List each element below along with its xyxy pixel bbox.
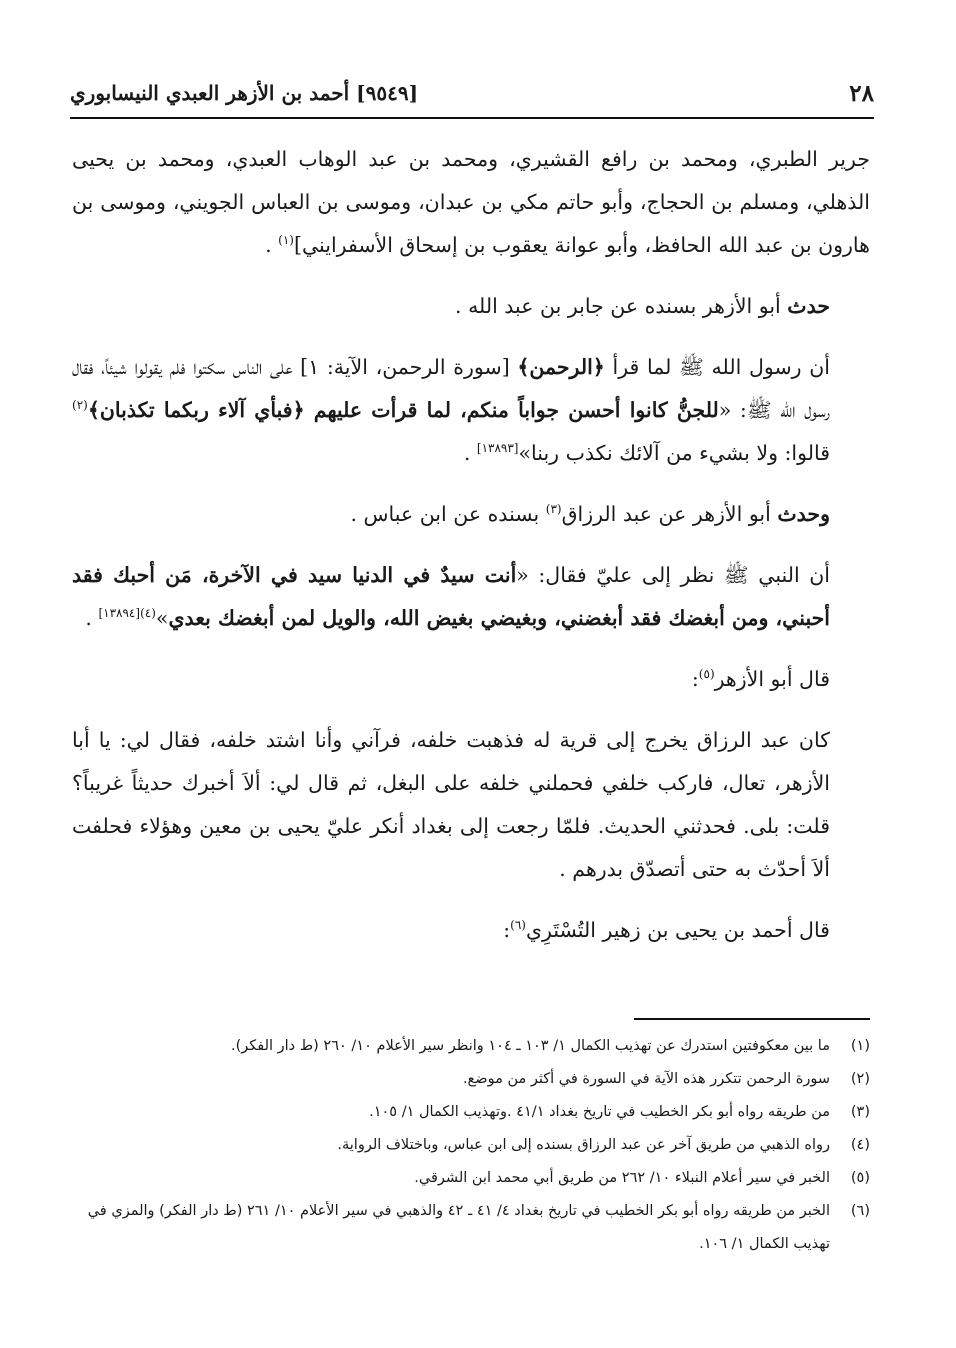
paragraph-8 bbox=[72, 909, 870, 952]
paragraph-5-end: . bbox=[85, 606, 99, 630]
main-text bbox=[72, 138, 870, 952]
footnote-number: (٥) bbox=[850, 1170, 870, 1186]
paragraph-5-close-quote: » bbox=[155, 606, 169, 630]
hadith-number-13894: [١٣٨٩٤] bbox=[98, 606, 141, 621]
footnote-text: الخبر من طريقه رواه أبو بكر الخطيب في تاريخ بغداد ٤/ ٤١ ـ ٤٢ والذهبي في سير الأعلام ١٠/ ٢٦١ (ط دار الفكر) والمزي في تهذيب الكمال ١/ ١٠٦. bbox=[87, 1203, 830, 1252]
paragraph-7-text: كان عبد الرزاق يخرج إلى قرية له فذهبت خلفه، فرآني وأنا اشتد خلفه، فقال لي: يا أبا الأزهر، تعال، فاركب خلفي فحملني خلفه على البغل، ثم قال لي: ألاَ أخبرك حديثاً غريباً؟ قلت: بلى. فحدثني الحديث. فلمّا رجعت إلى بغداد أنكر عليّ يحيى بن معين وهؤلاء فحلفت ألاَ أحدّث به حتى أتصدّق بدرهم . bbox=[72, 728, 830, 881]
footnote-text: سورة الرحمن تتكرر هذه الآية في السورة في أكثر من موضع. bbox=[462, 1071, 830, 1087]
footnote-ref-4: (٤) bbox=[140, 606, 156, 621]
quran-quote-rahman: ﴿الرحمن﴾ bbox=[517, 355, 605, 379]
page-number: ٢٨ bbox=[849, 79, 874, 107]
paragraph-2 bbox=[72, 285, 870, 328]
footnote-item bbox=[72, 1162, 870, 1195]
paragraph-1-end: . bbox=[265, 233, 279, 257]
paragraph-6-text: قال أبو الأزهر bbox=[714, 667, 830, 691]
footnote-ref-2: (٢) bbox=[72, 398, 88, 413]
paragraph-3-end: . bbox=[463, 441, 477, 465]
paragraph-1-text: جرير الطبري، ومحمد بن رافع القشيري، ومحمد بن عبد الوهاب العبدي، ومحمد بن يحيى الذهلي، ومسلم بن الحجاج، وأبو حاتم مكي بن عبدان، وموسى بن العباس الجويني، وموسى بن هارون بن عبد الله الحافظ، وأبو عوانة يعقوب بن إسحاق الأسفرايني] bbox=[72, 147, 870, 257]
paragraph-4-text: أبو الأزهر عن عبد الرزاق bbox=[561, 502, 778, 526]
paragraph-3-part-c: [سورة الرحمن، الآية: ١] على الناس سكتوا فلم يقولوا شيئاً، فقال رسول الله ﷺ: « bbox=[72, 355, 831, 422]
footnote-number: (٣) bbox=[850, 1104, 870, 1120]
footnote-item bbox=[72, 1063, 870, 1096]
paragraph-3-part-e: قالوا: ولا بشيء من آلائك نكذب ربنا» bbox=[518, 441, 830, 465]
footnote-separator bbox=[634, 1018, 870, 1020]
footnote-number: (٦) bbox=[850, 1203, 870, 1219]
footnote-item bbox=[72, 1096, 870, 1129]
footnote-number: (١) bbox=[850, 1038, 870, 1054]
footnote-ref-3: (٣) bbox=[545, 502, 562, 517]
footnote-ref-1: (١) bbox=[278, 233, 294, 248]
paragraph-6-end: : bbox=[691, 667, 699, 691]
footnote-item bbox=[72, 1129, 870, 1162]
paragraph-5-part-a: أن النبي ﷺ نظر إلى عليّ فقال: « bbox=[516, 563, 830, 587]
hadith-number-13893: [١٣٨٩٣] bbox=[476, 441, 519, 456]
paragraph-2-lead: حدث bbox=[787, 294, 830, 318]
header-rule bbox=[70, 117, 874, 119]
paragraph-1 bbox=[72, 138, 870, 267]
paragraph-3 bbox=[72, 346, 870, 475]
chapter-title: [٩٥٤٩] أحمد بن الأزهر العبدي النيسابوري bbox=[70, 81, 419, 105]
hadith-text-1: للجنُّ كانوا أحسن جواباً منكم، لما قرأت عليهم ﴿فبأي آلاء ربكما تكذبان﴾ bbox=[87, 398, 719, 422]
paragraph-6 bbox=[72, 658, 870, 701]
paragraph-4-end: بسنده عن ابن عباس . bbox=[350, 502, 546, 526]
footnote-number: (٤) bbox=[850, 1137, 870, 1153]
paragraph-3-part-a: أن رسول الله ﷺ لما قرأ bbox=[604, 355, 830, 379]
footnote-text: الخبر في سير أعلام النبلاء ١٠/ ٢٦٢ من طريق أبي محمد ابن الشرقي. bbox=[414, 1170, 830, 1186]
paragraph-4-lead: وحدث bbox=[777, 502, 830, 526]
footnote-text: ما بين معكوفتين استدرك عن تهذيب الكمال ١/ ١٠٣ ـ ١٠٤ وانظر سير الأعلام ١٠/ ٢٦٠ (ط دار الفكر). bbox=[230, 1038, 830, 1054]
paragraph-8-end: : bbox=[503, 918, 511, 942]
paragraph-5 bbox=[72, 554, 870, 640]
footnotes bbox=[72, 1030, 870, 1261]
running-header bbox=[70, 74, 874, 112]
footnote-item bbox=[72, 1030, 870, 1063]
hadith-text-2: أنت سيدٌ في الدنيا سيد في الآخرة، مَن أحبك فقد أحبني، ومن أبغضك فقد أبغضني، وبغيضي بغيض الله، والويل لمن أبغضك بعدي bbox=[72, 563, 830, 630]
footnote-item bbox=[72, 1195, 870, 1261]
footnote-text: من طريقه رواه أبو بكر الخطيب في تاريخ بغداد ٤١/١ .وتهذيب الكمال ١/ ١٠٥. bbox=[369, 1104, 830, 1120]
paragraph-7 bbox=[72, 719, 870, 891]
footnote-ref-6: (٦) bbox=[510, 918, 526, 933]
paragraph-4 bbox=[72, 493, 870, 536]
paragraph-2-text: أبو الأزهر بسنده عن جابر بن عبد الله . bbox=[455, 294, 788, 318]
paragraph-8-text: قال أحمد بن يحيى بن زهير التُسْتَرِي bbox=[525, 918, 830, 942]
footnote-text: رواه الذهبي من طريق آخر عن عبد الرزاق بسنده إلى ابن عباس، وباختلاف الرواية. bbox=[337, 1137, 830, 1153]
footnote-number: (٢) bbox=[850, 1071, 870, 1087]
footnote-ref-5: (٥) bbox=[698, 667, 715, 682]
